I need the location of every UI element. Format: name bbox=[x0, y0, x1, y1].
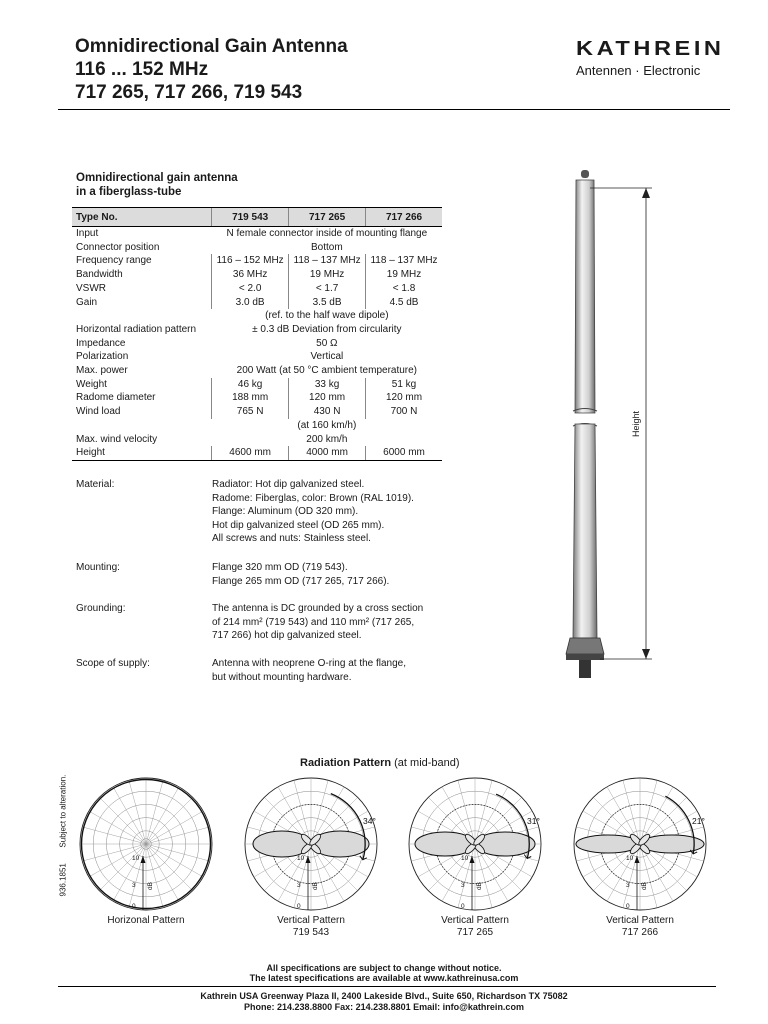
spec-label: Gain bbox=[76, 296, 98, 308]
db-scale-label: 0 bbox=[132, 903, 136, 910]
spec-value: 765 N bbox=[212, 405, 289, 419]
detail-line: All screws and nuts: Stainless steel. bbox=[212, 533, 371, 545]
spec-row bbox=[72, 433, 442, 447]
spec-value: 118 – 137 MHz bbox=[366, 254, 442, 268]
spec-value: 200 Watt (at 50 °C ambient temperature) bbox=[236, 365, 418, 377]
spec-label: Radome diameter bbox=[76, 392, 156, 404]
detail-line: Flange 265 mm OD (717 265, 717 266). bbox=[212, 575, 390, 587]
detail-line: Radiator: Hot dip galvanized steel. bbox=[212, 479, 365, 490]
caption-vertical-719543 bbox=[261, 915, 361, 939]
side-note bbox=[55, 760, 69, 900]
footer-divider bbox=[58, 986, 716, 987]
spec-value: 200 km/h bbox=[306, 433, 348, 445]
spec-value: 188 mm bbox=[212, 391, 289, 405]
subtitle-line-2: in a fiberglass-tube bbox=[76, 186, 182, 198]
spec-value: 700 N bbox=[366, 405, 442, 419]
spec-value: 120 mm bbox=[366, 391, 442, 405]
spec-row bbox=[72, 323, 442, 337]
side-note-label: Subject to alteration. bbox=[58, 774, 68, 848]
radiation-patterns bbox=[70, 770, 720, 920]
db-scale-label: 3 bbox=[626, 882, 630, 889]
spec-value: 118 – 137 MHz bbox=[289, 254, 366, 268]
db-unit-label: dB bbox=[312, 882, 319, 890]
caption-vertical-717266 bbox=[590, 915, 690, 939]
spec-value: 4.5 dB bbox=[366, 296, 442, 310]
antenna-lower-tube bbox=[573, 424, 597, 638]
spec-label: Max. wind velocity bbox=[76, 433, 158, 445]
height-label-wrap bbox=[631, 405, 651, 445]
detail-line: The antenna is DC grounded by a cross section bbox=[212, 603, 424, 614]
detail-label: Mounting: bbox=[76, 562, 120, 573]
spec-table bbox=[72, 207, 442, 461]
spec-label: Max. power bbox=[76, 365, 128, 377]
spec-label: Weight bbox=[76, 378, 107, 390]
spec-table-body bbox=[72, 227, 442, 461]
spec-label: Height bbox=[72, 446, 212, 460]
footer-address: Kathrein USA Greenway Plaza II, 2400 Lakeside Blvd., Suite 650, Richardson TX 75082 bbox=[200, 991, 568, 1001]
spec-value: 116 – 152 MHz bbox=[212, 254, 289, 268]
spec-value: 3.5 dB bbox=[289, 296, 366, 310]
spec-row bbox=[72, 350, 442, 364]
spec-row bbox=[72, 296, 442, 310]
caption-v1-line1: Vertical Pattern bbox=[277, 915, 345, 926]
spec-value: 33 kg bbox=[289, 378, 366, 392]
spec-value: 4000 mm bbox=[289, 446, 366, 460]
spec-row bbox=[72, 309, 442, 323]
product-subtitle bbox=[76, 171, 238, 199]
spec-value: 50 Ω bbox=[316, 337, 338, 349]
spec-value: 46 kg bbox=[212, 378, 289, 392]
db-scale-label: 3 bbox=[297, 882, 301, 889]
db-scale-label: 3 bbox=[132, 882, 136, 889]
detail-line: Flange 320 mm OD (719 543). bbox=[212, 562, 348, 573]
antenna-flange-collar bbox=[566, 638, 604, 654]
spec-label: Wind load bbox=[76, 406, 121, 418]
height-label: Height bbox=[631, 410, 642, 438]
antenna-illustration bbox=[540, 160, 680, 680]
spec-value: ± 0.3 dB Deviation from circularity bbox=[252, 323, 402, 335]
spec-value: 120 mm bbox=[289, 391, 366, 405]
spec-value: (ref. to the half wave dipole) bbox=[265, 310, 389, 322]
title-line-2: 116 ... 152 MHz bbox=[75, 59, 209, 80]
db-scale-label: 10 bbox=[132, 855, 140, 862]
subtitle-line-1: Omnidirectional gain antenna bbox=[76, 172, 238, 184]
detail-line: of 214 mm² (719 543) and 110 mm² (717 265, bbox=[212, 616, 415, 628]
spec-value: N female connector inside of mounting flange bbox=[226, 228, 428, 239]
caption-v2-line2: 717 265 bbox=[456, 927, 494, 938]
brand-tagline: Antennen · Electronic bbox=[576, 63, 701, 78]
spec-header-719543: 719 543 bbox=[212, 208, 289, 227]
radiation-title-suffix: (at mid-band) bbox=[394, 757, 460, 769]
spec-row bbox=[72, 405, 442, 419]
detail-label: Scope of supply: bbox=[76, 658, 150, 669]
spec-header-type: Type No. bbox=[72, 208, 212, 227]
caption-v1-line2: 719 543 bbox=[292, 927, 330, 938]
spec-row bbox=[72, 254, 442, 268]
spec-label: Bandwidth bbox=[76, 269, 123, 281]
dim-arrow-down bbox=[642, 649, 650, 659]
spec-label: Frequency range bbox=[76, 255, 152, 267]
spec-value: (at 160 km/h) bbox=[297, 419, 357, 431]
footer-contact: Phone: 214.238.8800 Fax: 214.238.8801 Email: info@kathrein.com bbox=[244, 1002, 524, 1012]
caption-horizontal bbox=[96, 915, 196, 927]
spec-value: < 2.0 bbox=[212, 282, 289, 296]
spec-row bbox=[72, 337, 442, 351]
detail-line: Antenna with neoprene O-ring at the flange, bbox=[212, 658, 407, 669]
spec-row bbox=[72, 378, 442, 392]
spec-label bbox=[72, 419, 212, 433]
spec-label: Polarization bbox=[76, 351, 129, 363]
spec-row bbox=[72, 446, 442, 460]
side-note-code: 936.1851 bbox=[58, 863, 68, 897]
antenna-mast bbox=[579, 660, 591, 678]
beamwidth-angle-label: 34° bbox=[363, 816, 376, 826]
beamwidth-angle-label: 21° bbox=[692, 816, 705, 826]
detail-line: 717 266) hot dip galvanized steel. bbox=[212, 630, 362, 642]
spec-value: 3.0 dB bbox=[212, 296, 289, 310]
spec-value: 19 MHz bbox=[289, 268, 366, 282]
radiation-title: Radiation Pattern bbox=[300, 757, 392, 769]
spec-row bbox=[72, 268, 442, 282]
detail-line: Hot dip galvanized steel (OD 265 mm). bbox=[212, 519, 385, 531]
spec-row bbox=[72, 227, 442, 241]
db-scale-label: 0 bbox=[626, 903, 630, 910]
spec-label: Input bbox=[76, 228, 99, 239]
db-scale-label: 0 bbox=[461, 903, 465, 910]
db-unit-label: dB bbox=[147, 882, 154, 890]
caption-v2-line1: Vertical Pattern bbox=[441, 915, 509, 926]
spec-label: Impedance bbox=[76, 337, 126, 349]
db-scale-label: 3 bbox=[461, 882, 465, 889]
detail-line: Radome: Fiberglas, color: Brown (RAL 1019). bbox=[212, 492, 414, 504]
db-scale-label: 10 bbox=[626, 855, 634, 862]
detail-label: Grounding: bbox=[76, 603, 126, 614]
db-unit-label: dB bbox=[476, 882, 483, 890]
antenna-upper-tube bbox=[575, 180, 595, 413]
detail-line: but without mounting hardware. bbox=[212, 671, 352, 683]
spec-value: Vertical bbox=[310, 351, 344, 363]
db-scale-label: 10 bbox=[297, 855, 305, 862]
detail-label: Material: bbox=[76, 479, 115, 490]
spec-row bbox=[72, 364, 442, 378]
spec-label bbox=[72, 309, 212, 323]
detail-line: Flange: Aluminum (OD 320 mm). bbox=[212, 506, 359, 518]
brand-logo: KATHREIN bbox=[576, 38, 725, 60]
spec-label: Horizontal radiation pattern bbox=[76, 323, 197, 335]
spec-row bbox=[72, 391, 442, 405]
spec-header-717266: 717 266 bbox=[366, 208, 442, 227]
spec-label: Connector position bbox=[76, 241, 160, 253]
antenna-flange bbox=[566, 654, 604, 660]
spec-value: < 1.7 bbox=[289, 282, 366, 296]
spec-value: 19 MHz bbox=[366, 268, 442, 282]
spec-value: Bottom bbox=[310, 241, 343, 253]
spec-row bbox=[72, 241, 442, 255]
spec-label: VSWR bbox=[76, 282, 106, 294]
caption-v3-line2: 717 266 bbox=[621, 927, 659, 938]
side-note-text bbox=[59, 757, 68, 897]
caption-vertical-717265 bbox=[425, 915, 525, 939]
spec-row bbox=[72, 282, 442, 296]
caption-v3-line1: Vertical Pattern bbox=[606, 915, 674, 926]
db-scale-label: 0 bbox=[297, 903, 301, 910]
db-unit-label: dB bbox=[641, 882, 648, 890]
spec-value: 51 kg bbox=[366, 378, 442, 392]
header-divider bbox=[58, 109, 730, 110]
spec-header-717265: 717 265 bbox=[289, 208, 366, 227]
document-title bbox=[75, 35, 348, 104]
spec-value: 430 N bbox=[289, 405, 366, 419]
title-line-3: 717 265, 717 266, 719 543 bbox=[75, 82, 303, 103]
db-scale-label: 10 bbox=[461, 855, 469, 862]
spec-value: 36 MHz bbox=[212, 268, 289, 282]
footnote-line1: All specifications are subject to change without notice. bbox=[266, 963, 502, 973]
spec-value: 6000 mm bbox=[366, 446, 442, 460]
dim-arrow-up bbox=[642, 188, 650, 198]
antenna-top-cap bbox=[581, 170, 589, 178]
spec-value: < 1.8 bbox=[366, 282, 442, 296]
spec-row bbox=[72, 419, 442, 433]
radiation-pattern-title bbox=[300, 757, 460, 769]
footnote-line2: The latest specifications are available at www.kathreinusa.com bbox=[249, 973, 519, 983]
title-line-1: Omnidirectional Gain Antenna bbox=[75, 36, 348, 57]
caption-horizontal-line1: Horizonal Pattern bbox=[107, 915, 185, 926]
spec-value: 4600 mm bbox=[212, 446, 289, 460]
beamwidth-angle-label: 31° bbox=[527, 816, 540, 826]
spec-header-row bbox=[72, 208, 442, 227]
